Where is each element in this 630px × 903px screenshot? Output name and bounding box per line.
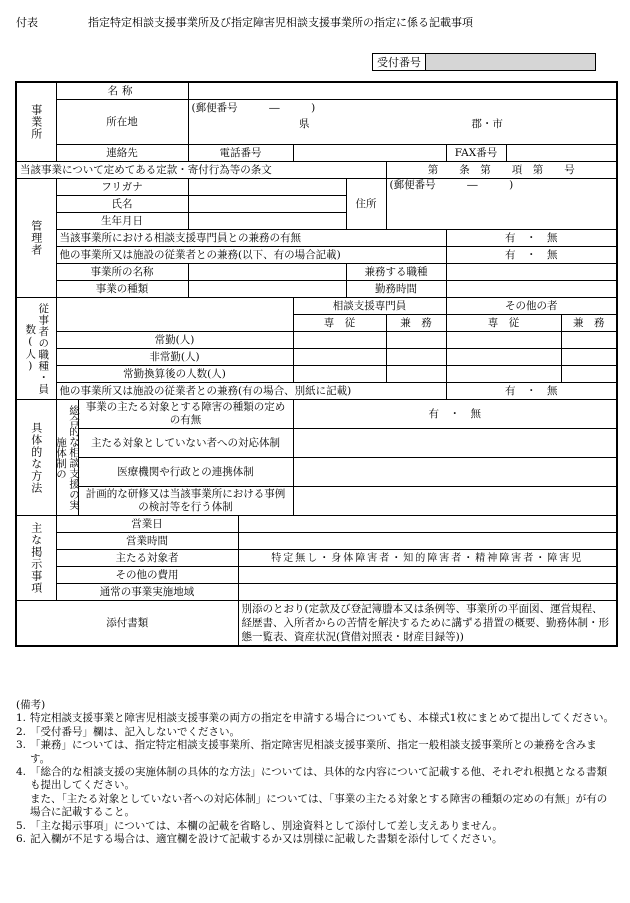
staff-r1-c2[interactable] — [386, 332, 446, 349]
office-contact-label: 連絡先 — [56, 145, 188, 162]
notice-r2-field[interactable] — [238, 533, 617, 550]
office-fax-field[interactable] — [506, 145, 617, 162]
staff-r3-c2[interactable] — [386, 366, 446, 383]
staff-r2-c4[interactable] — [561, 349, 617, 366]
staff-r2-c3[interactable] — [446, 349, 561, 366]
notice-section-label: 主な掲示事項 — [16, 516, 56, 601]
staff-row2-label: 非常勤(人) — [56, 349, 293, 366]
manager-office-name-field[interactable] — [188, 264, 346, 281]
manager-section-label: 管理者 — [16, 179, 56, 298]
staff-header-blank — [56, 298, 293, 332]
notice-r5-field[interactable] — [238, 584, 617, 601]
staff-r3-c1[interactable] — [293, 366, 386, 383]
notes-section — [16, 699, 616, 846]
staff-row3-label: 常勤換算後の人数(人) — [56, 366, 293, 383]
manager-address-label: 住所 — [346, 179, 386, 230]
staff-r3-c3[interactable] — [446, 366, 561, 383]
notice-r3-value[interactable]: 特定無し・身体障害者・知的障害者・精神障害者・障害児 — [238, 550, 617, 567]
staff-r1-c1[interactable] — [293, 332, 386, 349]
manager-hours-field[interactable] — [446, 281, 617, 298]
articles-label: 当該事業について定めてある定款・寄付行為等の条文 — [16, 162, 386, 179]
form-title: 指定特定相談支援事業所及び指定障害児相談支援事業所の指定に係る記載事項 — [88, 16, 473, 29]
staff-col1-part: 兼 務 — [386, 315, 446, 332]
form-tag: 付表 — [16, 16, 38, 29]
receipt-value-field[interactable] — [426, 54, 596, 71]
notice-r1-field[interactable] — [238, 516, 617, 533]
manager-birth-label: 生年月日 — [56, 213, 188, 230]
staff-row1-label: 常勤(人) — [56, 332, 293, 349]
notice-r5-label: 通常の事業実施地域 — [56, 584, 238, 601]
notice-r3-label: 主たる対象者 — [56, 550, 238, 567]
notes-title: (備考) — [16, 699, 46, 711]
receipt-number-box — [372, 53, 596, 71]
note-item: 4. 「総合的な相談支援の実施体制の具体的な方法」については、具体的な内容について記載する他、それぞれ根拠となる書類も提出してください。 — [16, 766, 608, 792]
staff-r1-c3[interactable] — [446, 332, 561, 349]
note-item: 6. 記入欄が不足する場合は、適宜欄を設けて記載するか又は別様に記載した書類を添付してください。 — [16, 833, 503, 846]
office-name-field[interactable] — [188, 82, 617, 100]
manager-postal: (郵便番号 ― ) — [389, 179, 514, 191]
method-r3-field[interactable] — [293, 458, 617, 487]
office-phone-field[interactable] — [293, 145, 446, 162]
manager-furigana-label: フリガナ — [56, 179, 188, 196]
note-item: 3. 「兼務」については、指定特定相談支援事業所、指定障害児相談支援事業所、指定一般相談支援事業所との兼務を含みます。 — [16, 739, 597, 765]
articles-value[interactable]: 第 条 第 項 第 号 — [386, 162, 617, 179]
office-city: 郡・市 — [471, 117, 503, 130]
manager-concurrent2-label: 他の事業所又は施設の従業者との兼務(以下、有の場合記載) — [56, 247, 446, 264]
note-item: 2. 「受付番号」欄は、記入しないでください。 — [16, 725, 240, 738]
staff-col2-full: 専 従 — [446, 315, 561, 332]
receipt-label: 受付番号 — [373, 54, 426, 71]
manager-concurrent1-yesno[interactable]: 有 ・ 無 — [446, 230, 617, 247]
staff-col1-full: 専 従 — [293, 315, 386, 332]
office-name-label: 名称 — [56, 82, 188, 100]
attach-label: 添付書類 — [16, 601, 238, 647]
staff-concurrent-yesno[interactable]: 有 ・ 無 — [446, 383, 617, 400]
manager-address-field[interactable] — [386, 179, 617, 230]
staff-concurrent-label: 他の事業所又は施設の従業者との兼務(有の場合、別紙に記載) — [56, 383, 446, 400]
manager-hours-label: 勤務時間 — [346, 281, 446, 298]
office-address-label: 所在地 — [56, 100, 188, 145]
note-item: また、「主たる対象としていない者への対応体制」については、「事業の主たる対象とする障害の種類の定めの有無」が有の場合に記載すること。 — [30, 792, 608, 819]
method-sub-label: 総合的な相談支援の実施体制の — [56, 400, 78, 516]
staff-r3-c4[interactable] — [561, 366, 617, 383]
notice-r2-label: 営業時間 — [56, 533, 238, 550]
manager-name-label: 氏名 — [56, 196, 188, 213]
manager-position-field[interactable] — [446, 264, 617, 281]
notice-r4-field[interactable] — [238, 567, 617, 584]
method-r1-label: 事業の主たる対象とする障害の種類の定めの有無 — [78, 400, 293, 429]
method-r2-label: 主たる対象としていない者への対応体制 — [78, 429, 293, 458]
attach-value: 別添のとおり(定款及び登記簿謄本又は条例等、事業所の平面図、運営規程、経歴書、入所者からの苦情を解決するために講ずる措置の概要、勤務体制・形態一覧表、資産状況(貸借対照表・財産目録等)) — [238, 601, 617, 647]
note-item: 1. 特定相談支援事業と障害児相談支援事業の両方の指定を申請する場合についても、本様式1枚にまとめて提出してください。 — [16, 712, 614, 725]
office-phone-label: 電話番号 — [188, 145, 293, 162]
staff-section-label: 従事者の職種・員数(人) — [16, 298, 56, 400]
manager-concurrent1-label: 当該事業所における相談支援専門員との兼務の有無 — [56, 230, 446, 247]
manager-position-label: 兼務する職種 — [346, 264, 446, 281]
method-r4-label: 計画的な研修又は当該事業所における事例の検討等を行う体制 — [78, 487, 293, 516]
manager-concurrent2-yesno[interactable]: 有 ・ 無 — [446, 247, 617, 264]
manager-name-field[interactable] — [188, 196, 346, 213]
staff-r2-c2[interactable] — [386, 349, 446, 366]
notice-r1-label: 営業日 — [56, 516, 238, 533]
method-r3-label: 医療機関や行政との連携体制 — [78, 458, 293, 487]
manager-business-type-field[interactable] — [188, 281, 346, 298]
office-postal[interactable]: (郵便番号 ― ) — [188, 100, 617, 117]
office-address-field[interactable] — [188, 132, 617, 145]
staff-r1-c4[interactable] — [561, 332, 617, 349]
staff-col1-label: 相談支援専門員 — [293, 298, 446, 315]
manager-furigana-field[interactable] — [188, 179, 346, 196]
method-r2-field[interactable] — [293, 429, 617, 458]
method-section-label: 具体的な方法 — [16, 400, 56, 516]
office-pref-city[interactable] — [188, 116, 617, 132]
office-pref: 県 — [299, 117, 310, 130]
application-form-table — [15, 81, 618, 647]
notice-r4-label: その他の費用 — [56, 567, 238, 584]
office-section-label: 事業所 — [16, 82, 56, 162]
staff-col2-part: 兼 務 — [561, 315, 617, 332]
note-item: 5. 「主な掲示事項」については、本欄の記載を省略し、別途資料として添付して差し支えありません。 — [16, 819, 503, 832]
method-r4-field[interactable] — [293, 487, 617, 516]
staff-r2-c1[interactable] — [293, 349, 386, 366]
office-fax-label: FAX番号 — [446, 145, 506, 162]
manager-business-type-label: 事業の種類 — [56, 281, 188, 298]
manager-birth-field[interactable] — [188, 213, 346, 230]
manager-office-name-label: 事業所の名称 — [56, 264, 188, 281]
method-r1-yesno[interactable]: 有 ・ 無 — [293, 400, 617, 429]
staff-col2-label: その他の者 — [446, 298, 617, 315]
